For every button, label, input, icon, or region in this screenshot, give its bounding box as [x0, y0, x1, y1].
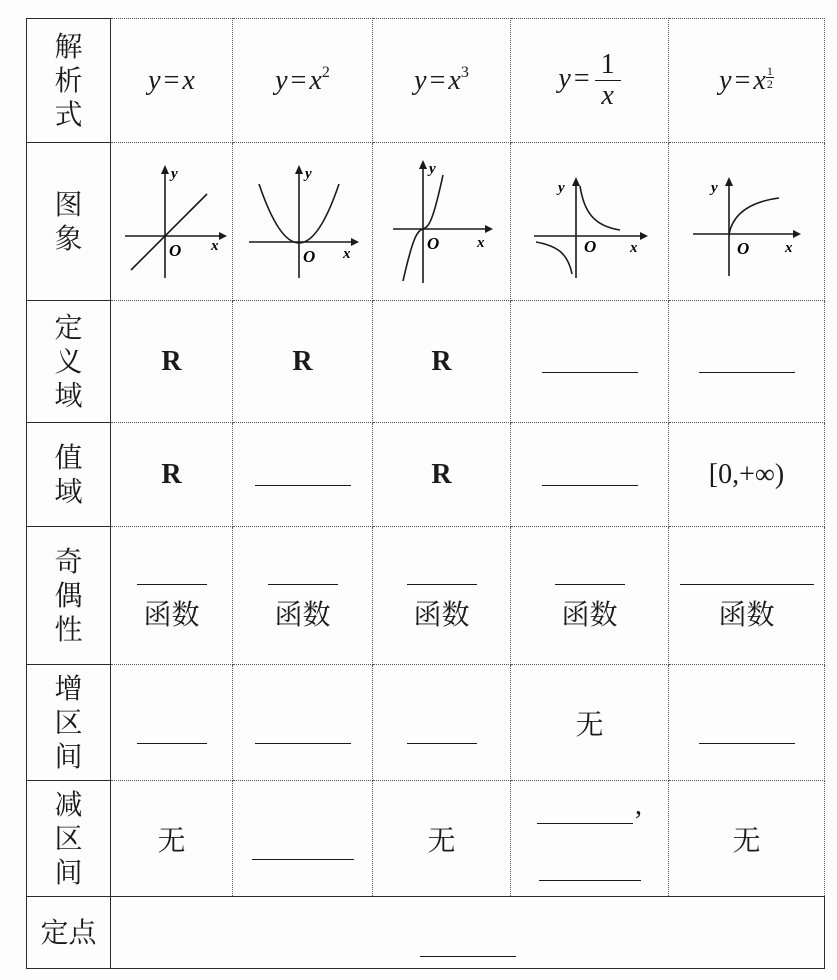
row-header-formula — [27, 19, 111, 143]
formula-base: x — [309, 65, 322, 96]
header-char: 间 — [54, 855, 83, 889]
decreasing-value: 无 — [427, 823, 456, 857]
increasing-cell-3 — [373, 665, 511, 781]
decreasing-cell-4 — [511, 781, 669, 897]
row-header-increasing — [27, 665, 111, 781]
graph-cell-2 — [233, 143, 373, 301]
answer-blank[interactable] — [680, 558, 814, 585]
decreasing-cell-1 — [111, 781, 233, 897]
exponent-denominator: 2 — [766, 76, 773, 91]
row-increasing — [27, 665, 825, 781]
row-header-domain — [27, 301, 111, 423]
origin-label: O — [583, 236, 596, 256]
answer-blank[interactable] — [255, 459, 351, 486]
header-char: 增 — [54, 671, 83, 705]
domain-cell-5 — [669, 301, 825, 423]
axis-label-x: x — [342, 245, 350, 262]
graph-y-equals-x — [117, 162, 227, 282]
formula-lhs: y — [148, 64, 161, 96]
parity-suffix: 函数 — [718, 598, 775, 631]
parity-cell-5 — [669, 527, 825, 665]
answer-blank[interactable] — [137, 717, 207, 744]
row-decreasing — [27, 781, 825, 897]
formula-fraction-exponent — [766, 65, 774, 90]
domain-value: R — [292, 345, 313, 377]
domain-value: R — [431, 345, 452, 377]
formula-fraction — [595, 50, 621, 111]
axis-label-x: x — [210, 237, 218, 254]
header-char: 奇 — [54, 544, 83, 578]
increasing-cell-5 — [669, 665, 825, 781]
graph-cell-3 — [373, 143, 511, 301]
decreasing-value: 无 — [157, 823, 186, 857]
row-graph — [27, 143, 825, 301]
graph-cell-5 — [669, 143, 825, 301]
parity-suffix: 函数 — [274, 598, 331, 631]
axis-label-x: x — [629, 239, 637, 256]
header-char: 域 — [54, 474, 83, 508]
formula-cell-1 — [111, 19, 233, 143]
axis-label-x: x — [784, 239, 792, 256]
formula-cell-5 — [669, 19, 825, 143]
header-char: 式 — [54, 97, 83, 131]
axis-label-x: x — [476, 234, 484, 251]
interval-separator: , — [635, 789, 642, 821]
row-parity — [27, 527, 825, 665]
header-char: 偶 — [54, 578, 83, 612]
formula-lhs: y — [275, 65, 288, 96]
domain-value: R — [161, 345, 182, 377]
fraction-numerator: 1 — [595, 50, 621, 81]
domain-cell-2 — [233, 301, 373, 423]
decreasing-cell-3 — [373, 781, 511, 897]
origin-label: O — [736, 238, 749, 258]
range-value: R — [161, 458, 182, 490]
answer-blank[interactable] — [137, 558, 207, 585]
increasing-cell-1 — [111, 665, 233, 781]
range-cell-2 — [233, 423, 373, 527]
formula-base: x — [753, 64, 766, 96]
increasing-value: 无 — [575, 707, 604, 741]
header-char: 值 — [54, 440, 83, 474]
answer-blank[interactable] — [420, 930, 516, 957]
graph-y-equals-x-squared — [243, 162, 363, 282]
parity-cell-3 — [373, 527, 511, 665]
graph-cell-4 — [511, 143, 669, 301]
graph-y-equals-one-over-x — [528, 162, 652, 282]
row-header-fixed-point — [27, 897, 111, 969]
formula-equals: = — [573, 62, 590, 94]
origin-label: O — [168, 240, 181, 260]
formula-exponent: 3 — [460, 64, 469, 81]
formula-base: x — [182, 64, 195, 96]
header-char: 象 — [54, 221, 83, 255]
decreasing-cell-5 — [669, 781, 825, 897]
formula-equals: = — [734, 64, 751, 96]
answer-blank[interactable] — [542, 459, 638, 486]
decreasing-value: 无 — [732, 823, 761, 857]
formula-base: x — [448, 65, 461, 96]
answer-blank[interactable] — [537, 797, 633, 824]
parity-suffix: 函数 — [143, 598, 200, 631]
axis-label-y: y — [710, 179, 718, 196]
parity-suffix: 函数 — [561, 598, 618, 631]
answer-blank[interactable] — [539, 854, 641, 881]
header-char: 间 — [54, 739, 83, 773]
row-formula — [27, 19, 825, 143]
axis-label-y: y — [428, 160, 436, 177]
header-char: 区 — [54, 705, 83, 739]
exponent-numerator: 1 — [766, 63, 773, 78]
answer-blank[interactable] — [542, 346, 638, 373]
axis-label-y: y — [557, 179, 565, 196]
parity-cell-2 — [233, 527, 373, 665]
formula-cell-4 — [511, 19, 669, 143]
answer-blank[interactable] — [252, 833, 354, 860]
header-char: 图 — [54, 187, 83, 221]
row-range — [27, 423, 825, 527]
power-function-table — [26, 18, 825, 969]
range-value: [0,+∞) — [708, 458, 785, 490]
range-value: R — [431, 458, 452, 490]
parity-suffix: 函数 — [413, 598, 470, 631]
axis-label-y: y — [170, 165, 178, 182]
range-cell-3 — [373, 423, 511, 527]
row-header-parity — [27, 527, 111, 665]
decreasing-cell-2 — [233, 781, 373, 897]
header-char: 析 — [54, 63, 83, 97]
range-cell-4 — [511, 423, 669, 527]
fixed-point-cell — [111, 897, 825, 969]
header-char: 域 — [54, 378, 83, 412]
formula-cell-3 — [373, 19, 511, 143]
formula-lhs: y — [719, 64, 732, 96]
answer-blank[interactable] — [268, 558, 338, 585]
formula-cell-2 — [233, 19, 373, 143]
header-char: 区 — [54, 821, 83, 855]
row-domain — [27, 301, 825, 423]
graph-y-equals-sqrt-x — [687, 162, 807, 282]
header-char: 义 — [54, 344, 83, 378]
formula-exponent: 2 — [321, 64, 330, 81]
domain-cell-3 — [373, 301, 511, 423]
row-header-graph — [27, 143, 111, 301]
row-header-decreasing — [27, 781, 111, 897]
formula-equals: = — [429, 65, 446, 96]
answer-blank[interactable] — [407, 558, 477, 585]
range-cell-1 — [111, 423, 233, 527]
answer-blank[interactable] — [407, 717, 477, 744]
formula-equals: = — [290, 65, 307, 96]
parity-cell-4 — [511, 527, 669, 665]
graph-y-equals-x-cubed — [387, 157, 497, 287]
header-char: 减 — [54, 787, 83, 821]
answer-blank[interactable] — [699, 717, 795, 744]
row-header-range — [27, 423, 111, 527]
header-text: 定点 — [40, 915, 97, 949]
graph-cell-1 — [111, 143, 233, 301]
formula-equals: = — [163, 64, 180, 96]
axis-label-y: y — [304, 165, 312, 182]
origin-label: O — [302, 246, 315, 266]
origin-label: O — [426, 233, 439, 253]
answer-blank[interactable] — [255, 717, 351, 744]
answer-blank[interactable] — [699, 346, 795, 373]
increasing-cell-4 — [511, 665, 669, 781]
header-char: 性 — [54, 612, 83, 646]
fraction-denominator: x — [601, 80, 614, 111]
formula-lhs: y — [558, 62, 571, 94]
domain-cell-4 — [511, 301, 669, 423]
parity-cell-1 — [111, 527, 233, 665]
domain-cell-1 — [111, 301, 233, 423]
header-char: 解 — [54, 29, 83, 63]
answer-blank[interactable] — [555, 558, 625, 585]
range-cell-5 — [669, 423, 825, 527]
increasing-cell-2 — [233, 665, 373, 781]
header-char: 定 — [54, 310, 83, 344]
formula-lhs: y — [414, 65, 427, 96]
row-fixed-point — [27, 897, 825, 969]
